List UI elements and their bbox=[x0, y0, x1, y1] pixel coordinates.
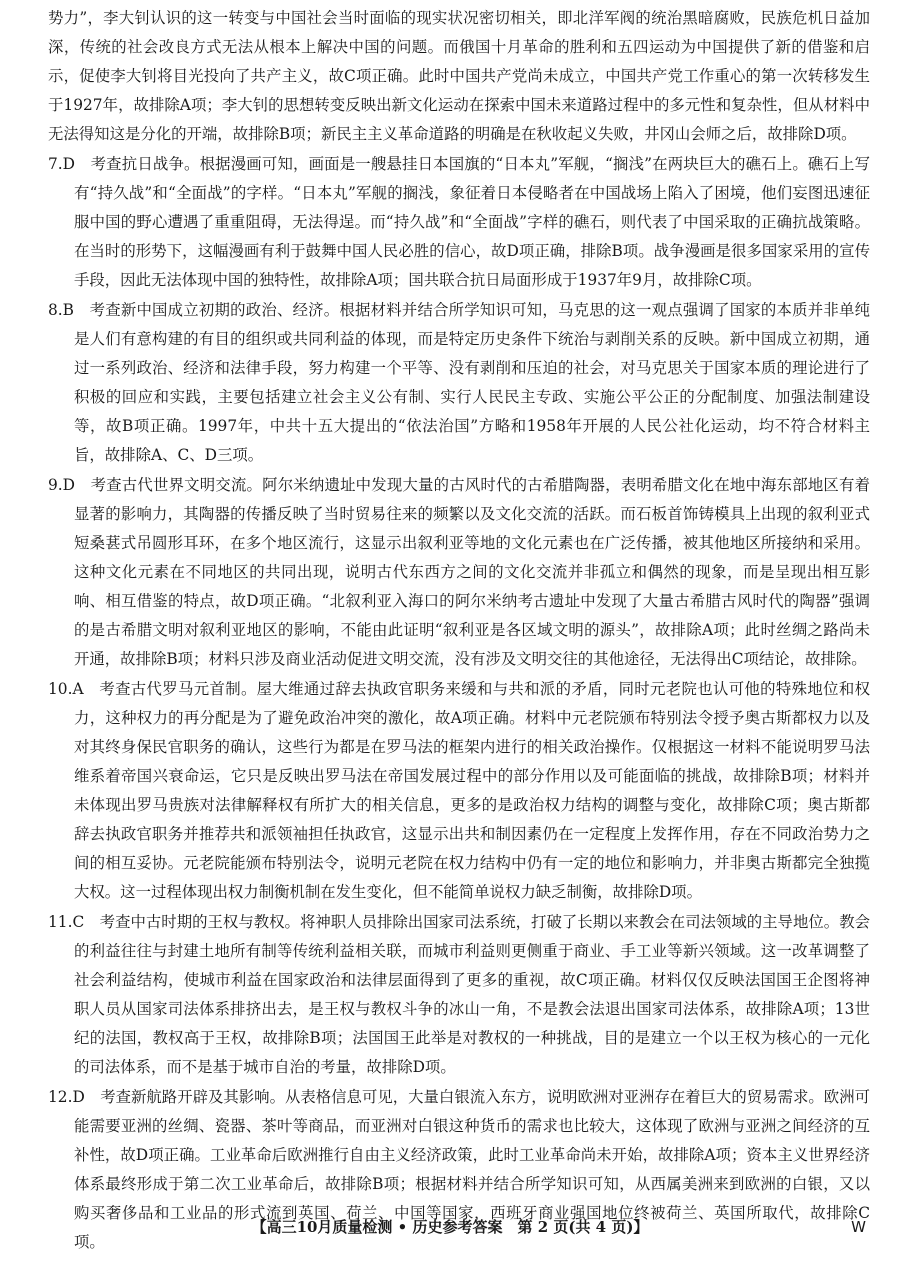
answer-item bbox=[48, 296, 870, 470]
answer-number: 11.C bbox=[48, 913, 85, 931]
answer-text: 考查新航路开辟及其影响。从表格信息可见，大量白银流入东方，说明欧洲对亚洲存在着巨大的贸易需求。欧洲可能需要亚洲的丝绸、瓷器、茶叶等商品，而亚洲对白银这种货币的需求也比较大，这体现了欧洲与亚洲之间经济的互补性，故D项正确。工业革命后欧洲推行自由主义经济政策，此时工业革命尚未开始，故排除A项；资本主义世界经济体系最终形成于第二次工业革命后，故排除B项；根据材料并结合所学知识可知，从西属美洲来到欧洲的白银，又以购买奢侈品和工业品的形式流到英国、荷兰、中国等国家，西班牙商业强国地位终被荷兰、英国所取代，故排除C项。 bbox=[74, 1088, 870, 1251]
footer-code: W bbox=[851, 1218, 866, 1236]
answer-text: 考查抗日战争。根据漫画可知，画面是一艘悬挂日本国旗的“日本丸”军舰，“搁浅”在两块巨大的礁石上。礁石上写有“持久战”和“全面战”的字样。“日本丸”军舰的搁浅，象征着日本侵略者在中国战场上陷入了困境，他们妄图迅速征服中国的野心遭遇了重重阻碍，无法得逞。而“持久战”和“全面战”字样的礁石，则代表了中国采取的正确抗战策略。在当时的形势下，这幅漫画有利于鼓舞中国人民必胜的信心，故D项正确，排除B项。战争漫画是很多国家采用的宣传手段，因此无法体现中国的独特性，故排除A项；国共联合抗日局面形成于1937年9月，故排除C项。 bbox=[74, 155, 870, 289]
page-footer bbox=[0, 1212, 900, 1242]
answer-number: 7.D bbox=[48, 155, 76, 173]
answer-item bbox=[48, 908, 870, 1082]
answer-text: 考查古代世界文明交流。阿尔米纳遗址中发现大量的古风时代的古希腊陶器，表明希腊文化在地中海东部地区有着显著的影响力，其陶器的传播反映了当时贸易往来的频繁以及文化交流的活跃。而石板首饰铸模具上出现的叙利亚式短桑葚式吊圆形耳环，在多个地区流行，这显示出叙利亚等地的文化元素也在广泛传播，被其他地区所接纳和采用。这种文化元素在不同地区的共同出现，说明古代东西方之间的文化交流并非孤立和偶然的现象，而是呈现出相互影响、相互借鉴的特点，故D项正确。“北叙利亚入海口的阿尔米纳考古遗址中发现了大量古希腊古风时代的陶器”强调的是古希腊文明对叙利亚地区的影响，不能由此证明“叙利亚是各区域文明的源头”，故排除A项；此时丝绸之路尚未开通，故排除B项；材料只涉及商业活动促进文明交流，没有涉及文明交往的其他途径，无法得出C项结论，故排除。 bbox=[74, 476, 870, 668]
answer-page bbox=[48, 4, 870, 1258]
answer-number: 8.B bbox=[48, 301, 74, 319]
answer-number: 9.D bbox=[48, 476, 76, 494]
answer-text: 考查中古时期的王权与教权。将神职人员排除出国家司法系统，打破了长期以来教会在司法领域的主导地位。教会的利益往往与封建土地所有制等传统利益相关联，而城市利益则更侧重于商业、手工业等新兴领域。这一改革调整了社会利益结构，使城市利益在国家政治和法律层面得到了更多的重视，故C项正确。材料仅仅反映法国国王企图将神职人员从国家司法体系排挤出去，是王权与教权斗争的冰山一角，不是教会法退出国家司法体系，故排除A项；13世纪的法国，教权高于王权，故排除B项；法国国王此举是对教权的一种挑战，目的是建立一个以王权为核心的一元化的司法体系，而不是基于城市自治的考量，故排除D项。 bbox=[74, 913, 870, 1076]
answer-item bbox=[48, 150, 870, 295]
continuation-paragraph: 势力”，李大钊认识的这一转变与中国社会当时面临的现实状况密切相关，即北洋军阀的统治黑暗腐败，民族危机日益加深，传统的社会改良方式无法从根本上解决中国的问题。而俄国十月革命的胜利和五四运动为中国提供了新的借鉴和启示，促使李大钊将目光投向了共产主义，故C项正确。此时中国共产党尚未成立，中国共产党工作重心的第一次转移发生于1927年，故排除A项；李大钊的思想转变反映出新文化运动在探索中国未来道路过程中的多元性和复杂性，但从材料中无法得知这是分化的开端，故排除B项；新民主主义革命道路的明确是在秋收起义失败，井冈山会师之后，故排除D项。 bbox=[48, 9, 870, 143]
answer-number: 12.D bbox=[48, 1088, 85, 1106]
answer-text: 考查新中国成立初期的政治、经济。根据材料并结合所学知识可知，马克思的这一观点强调了国家的本质并非单纯是人们有意构建的有目的组织或共同利益的体现，而是特定历史条件下统治与剥削关系的反映。新中国成立初期，通过一系列政治、经济和法律手段，努力构建一个平等、没有剥削和压迫的社会，对马克思关于国家本质的理论进行了积极的回应和实践，主要包括建立社会主义公有制、实行人民民主专政、实施公平公正的分配制度、加强法制建设等，故B项正确。1997年，中共十五大提出的“依法治国”方略和1958年开展的人民公社化运动，均不符合材料主旨，故排除A、C、D三项。 bbox=[74, 301, 870, 464]
answer-item bbox=[48, 675, 870, 907]
answer-list bbox=[48, 150, 870, 1257]
footer-title: 【高三10月质量检测 • 历史参考答案 第 2 页(共 4 页)】 bbox=[251, 1218, 649, 1236]
answer-text: 考查古代罗马元首制。屋大维通过辞去执政官职务来缓和与共和派的矛盾，同时元老院也认可他的特殊地位和权力，这种权力的再分配是为了避免政治冲突的激化，故A项正确。材料中元老院颁布特别法令授予奥古斯都权力以及对其终身保民官职务的确认，这些行为都是在罗马法的框架内进行的相关政治操作。仅根据这一材料不能说明罗马法维系着帝国兴衰命运，它只是反映出罗马法在帝国发展过程中的部分作用以及可能面临的挑战，故排除B项；材料并未体现出罗马贵族对法律解释权有所扩大的相关信息，更多的是政治权力结构的调整与变化，故排除C项；奥古斯都辞去执政官职务并推荐共和派领袖担任执政官，这显示出共和制因素仍在一定程度上发挥作用，存在不同政治势力之间的相互妥协。元老院能颁布特别法令，说明元老院在权力结构中仍有一定的地位和影响力，并非奥古斯都完全独揽大权。这一过程体现出权力制衡机制在发生变化，但不能简单说权力缺乏制衡，故排除D项。 bbox=[74, 680, 870, 901]
answer-item bbox=[48, 471, 870, 674]
answer-number: 10.A bbox=[48, 680, 84, 698]
